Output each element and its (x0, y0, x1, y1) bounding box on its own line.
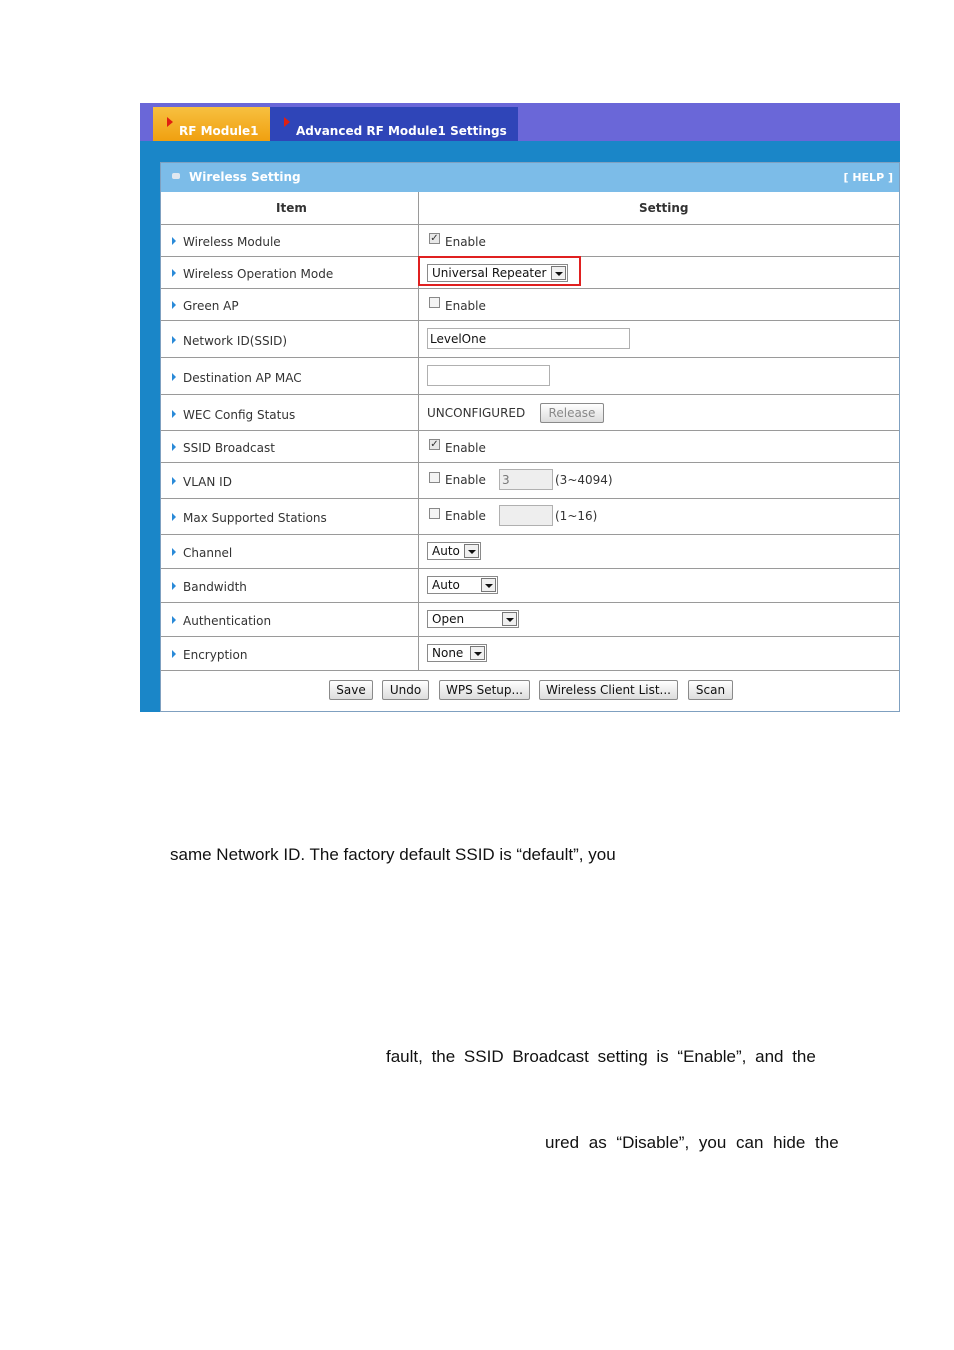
bullet-arrow-icon (172, 443, 176, 451)
bandwidth-select[interactable] (427, 576, 498, 594)
checkbox-label: Enable (445, 235, 486, 249)
wec-status-text: UNCONFIGURED (427, 406, 526, 420)
bullet-arrow-icon (172, 548, 176, 556)
channel-select[interactable] (427, 542, 481, 560)
bullet-arrow-icon (172, 410, 176, 418)
bullet-arrow-icon (172, 477, 176, 485)
release-button[interactable]: Release (540, 403, 604, 423)
router-config-frame (140, 103, 900, 712)
tab-bar (140, 103, 900, 141)
row-authentication (161, 603, 899, 637)
column-header-setting: Setting (639, 201, 689, 215)
authentication-select[interactable] (427, 610, 519, 628)
row-encryption (161, 637, 899, 671)
select-value: Auto (432, 578, 460, 592)
bullet-arrow-icon (172, 650, 176, 658)
table-header-row (161, 192, 899, 225)
checkbox-label: Enable (445, 473, 486, 487)
bullet-arrow-icon (172, 373, 176, 381)
max-stations-checkbox[interactable] (429, 508, 440, 519)
row-wireless-module (161, 225, 899, 257)
tab-advanced-rf-settings[interactable] (270, 107, 518, 141)
ssid-input[interactable] (427, 328, 630, 349)
row-ssid-broadcast (161, 431, 899, 463)
bullet-arrow-icon (172, 336, 176, 344)
row-ssid (161, 321, 899, 358)
undo-button[interactable]: Undo (382, 680, 429, 700)
green-ap-checkbox[interactable] (429, 297, 440, 308)
row-label: Wireless Operation Mode (183, 267, 334, 281)
row-label: Encryption (183, 648, 248, 662)
row-vlan-id (161, 463, 899, 499)
checkbox-label: Enable (445, 509, 486, 523)
encryption-select[interactable] (427, 644, 487, 662)
input-value: LevelOne (430, 332, 487, 346)
chevron-down-icon[interactable] (502, 612, 517, 626)
row-label: Authentication (183, 614, 272, 628)
row-max-stations (161, 499, 899, 535)
row-green-ap (161, 289, 899, 321)
bullet-arrow-icon (172, 616, 176, 624)
bullet-arrow-icon (172, 513, 176, 521)
highlight-operation-mode (418, 256, 581, 286)
row-label: Max Supported Stations (183, 511, 327, 525)
checkbox-label: Enable (445, 299, 486, 313)
panel-header (161, 163, 899, 192)
wireless-setting-panel (160, 162, 900, 712)
row-label: SSID Broadcast (183, 441, 275, 455)
select-value: Open (432, 612, 465, 626)
wps-setup-button[interactable]: WPS Setup... (439, 680, 530, 700)
panel-bullet-icon (172, 173, 180, 179)
bullet-arrow-icon (172, 269, 176, 277)
max-stations-range-hint: (1~16) (555, 509, 598, 523)
row-label: Green AP (183, 299, 239, 313)
scan-button[interactable]: Scan (688, 680, 733, 700)
wireless-client-list-button[interactable]: Wireless Client List... (539, 680, 678, 700)
max-stations-input[interactable] (499, 505, 553, 526)
panel-title: Wireless Setting (189, 170, 301, 184)
vlan-range-hint: (3~4094) (555, 473, 613, 487)
save-button[interactable]: Save (329, 680, 373, 700)
checkbox-label: Enable (445, 441, 486, 455)
row-channel (161, 535, 899, 569)
destination-mac-input[interactable] (427, 365, 550, 386)
tab-label: RF Module1 (179, 124, 259, 138)
chevron-down-icon[interactable] (470, 646, 485, 660)
arrow-right-icon (284, 117, 290, 127)
select-value: None (432, 646, 464, 660)
select-value: Auto (432, 544, 460, 558)
input-value: 3 (502, 473, 510, 487)
action-buttons (161, 671, 899, 711)
row-label: WEC Config Status (183, 408, 296, 422)
body-text-line: ured as “Disable”, you can hide the (545, 1133, 839, 1152)
select-value: Universal Repeater (432, 266, 547, 280)
row-label: Destination AP MAC (183, 371, 302, 385)
vlan-checkbox[interactable] (429, 472, 440, 483)
chevron-down-icon[interactable] (464, 544, 479, 558)
ssid-broadcast-checkbox[interactable]: ✓ (430, 439, 439, 450)
row-label: Bandwidth (183, 580, 247, 594)
help-link[interactable]: [ HELP ] (843, 171, 893, 184)
body-text-line: same Network ID. The factory default SSID is “default”, you (170, 845, 616, 864)
arrow-right-icon (167, 117, 173, 127)
row-label: VLAN ID (183, 475, 232, 489)
row-label: Wireless Module (183, 235, 281, 249)
body-text-line: fault, the SSID Broadcast setting is “Enable”, and the (386, 1047, 816, 1066)
row-destination-mac (161, 358, 899, 395)
wireless-module-checkbox[interactable]: ✓ (430, 233, 439, 244)
row-label: Network ID(SSID) (183, 334, 288, 348)
row-label: Channel (183, 546, 233, 560)
row-wec-status (161, 395, 899, 431)
column-header-item: Item (276, 201, 307, 215)
chevron-down-icon[interactable] (481, 578, 496, 592)
bullet-arrow-icon (172, 237, 176, 245)
vlan-id-input[interactable] (499, 469, 553, 490)
bullet-arrow-icon (172, 582, 176, 590)
bullet-arrow-icon (172, 301, 176, 309)
row-bandwidth (161, 569, 899, 603)
tab-label: Advanced RF Module1 Settings (296, 124, 507, 138)
tab-rf-module1[interactable] (153, 107, 270, 141)
